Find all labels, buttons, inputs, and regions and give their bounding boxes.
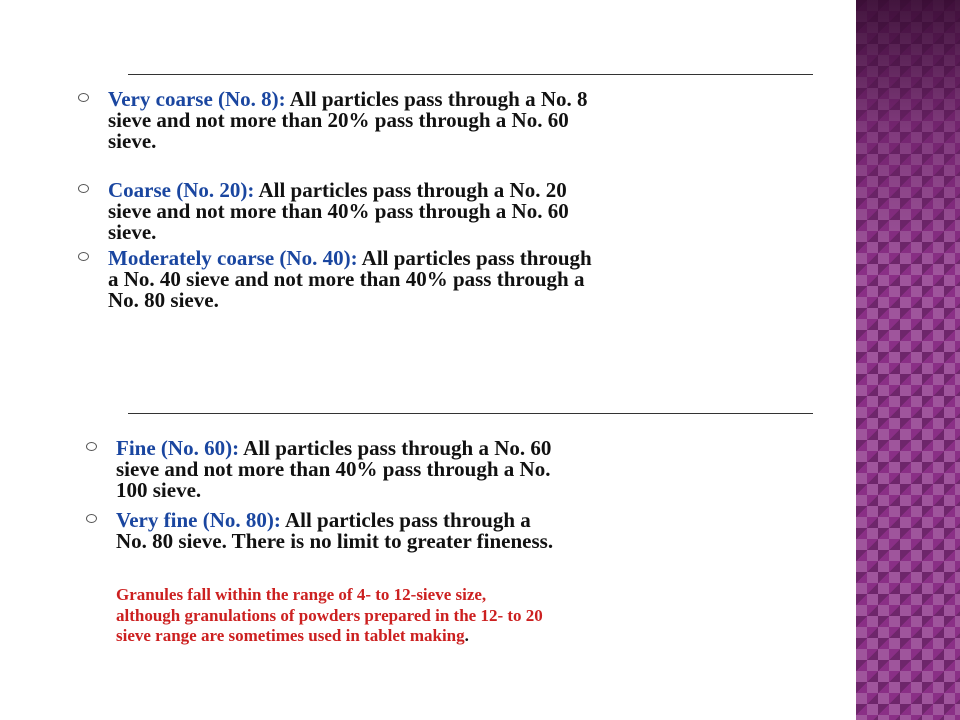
side-panel-shade [856, 0, 960, 720]
item-text: All particles pass through a No. 20 sieve and not more than 40% pass through a No. 60 sieve. [108, 178, 569, 244]
list-item-very-fine [116, 510, 856, 552]
term-label: Fine (No. 60): [116, 436, 240, 460]
list-item-fine [116, 438, 856, 501]
granules-note [116, 585, 826, 647]
term-label: Coarse (No. 20): [108, 178, 255, 202]
circle-bullet-icon [78, 184, 89, 193]
list-item-very-coarse [108, 89, 848, 152]
term-label: Very coarse (No. 8): [108, 87, 286, 111]
circle-bullet-icon [86, 514, 97, 523]
term-label: Very fine (No. 80): [116, 508, 281, 532]
circle-bullet-icon [78, 93, 89, 102]
item-text: All particles pass through a No. 40 sieve and not more than 40% pass through a No. 80 sieve. [108, 246, 592, 312]
circle-bullet-icon [78, 252, 89, 261]
list-item-moderately-coarse [108, 248, 848, 311]
term-label: Moderately coarse (No. 40): [108, 246, 358, 270]
list-item-coarse [108, 180, 848, 243]
note-text: Granules fall within the range of 4- to 12-sieve size, although granulations of powders prepared in the 12- to 20 sieve range are sometimes used in tablet making [116, 585, 543, 645]
note-period: . [464, 626, 469, 645]
divider-top [128, 74, 813, 75]
item-text: All particles pass through a No. 80 sieve. There is no limit to greater fineness. [116, 508, 554, 553]
divider-middle [128, 413, 813, 414]
circle-bullet-icon [86, 442, 97, 451]
item-text: All particles pass through a No. 60 sieve and not more than 40% pass through a No. 100 sieve. [116, 436, 552, 502]
item-text: All particles pass through a No. 8 sieve and not more than 20% pass through a No. 60 sieve. [108, 87, 588, 153]
